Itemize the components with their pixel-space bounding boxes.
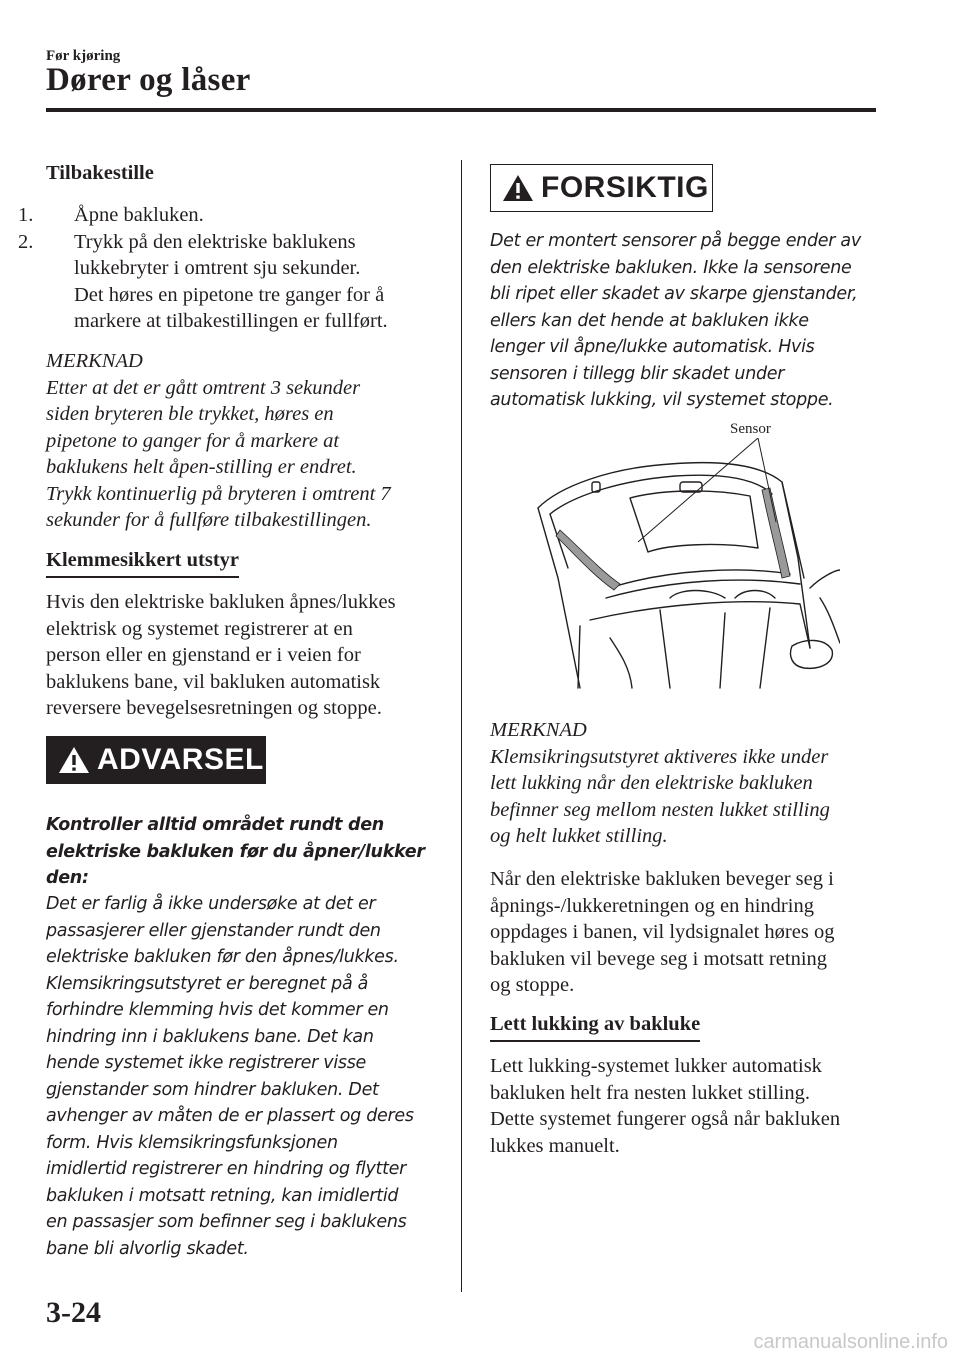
warning-triangle-icon: [501, 173, 535, 203]
note-title: MERKNAD: [490, 719, 587, 741]
warning-line: elektriske bakluken før du åpner/lukker: [46, 841, 425, 862]
paragraph-line: Hvis den elektriske bakluken åpnes/lukkes: [46, 591, 396, 613]
header-rule: [46, 108, 876, 112]
note-2: [490, 717, 890, 850]
step-text: Det høres en pipetone tre ganger for å: [74, 283, 385, 306]
caution-badge: [490, 164, 713, 212]
caution-line: den elektriske bakluken. Ikke la sensorene: [490, 257, 852, 278]
paragraph-line: Lett lukking-systemet lukker automatisk: [490, 1055, 822, 1077]
note-title: MERKNAD: [46, 350, 143, 372]
note-line: siden bryteren ble trykket, høres en: [46, 403, 334, 425]
column-divider: [461, 160, 462, 1292]
warning-line: en passasjer som befinner seg i baklukens: [46, 1212, 407, 1232]
page-number: 3-24: [46, 1296, 101, 1329]
note-line: Etter at det er gått omtrent 3 sekunder: [46, 376, 361, 399]
note-line: og helt lukket stilling.: [490, 825, 668, 847]
warning-line: avhenger av måten de er plassert og deres: [46, 1106, 414, 1126]
warning-line: Kontroller alltid området rundt den: [46, 815, 384, 835]
warning-line: hindring inn i baklukens bane. Det kan: [46, 1026, 374, 1047]
caution-label: FORSIKTIG: [541, 171, 709, 204]
paragraph-line: bakluken vil bevege seg i motsatt retning: [490, 947, 828, 970]
note-line: Klemsikringsutstyret aktiveres ikke under: [490, 745, 829, 768]
paragraph-line: Når den elektriske bakluken beveger seg i: [490, 868, 834, 890]
warning-line: bane bli alvorlig skadet.: [46, 1238, 249, 1259]
paragraph-line: reversere bevegelsesretningen og stoppe.: [46, 697, 382, 719]
warning-line: bakluken i motsatt retning, kan imidlertid: [46, 1185, 399, 1206]
warning-line: hende systemet ikke registrerer visse: [46, 1053, 367, 1073]
section-label: Før kjøring: [46, 48, 121, 64]
caution-line: ellers kan det hende at bakluken ikke: [490, 310, 809, 331]
warning-line: form. Hvis klemsikringsfunksjonen: [46, 1132, 338, 1153]
warning-text: [46, 891, 456, 1262]
caution-line: lenger vil åpne/lukke automatisk. Hvis: [490, 337, 815, 357]
caution-line: bli ripet eller skadet av skarpe gjenstander,: [490, 284, 858, 304]
step-text: lukkebryter i omtrent sju sekunder.: [74, 257, 361, 279]
paragraph-line: Dette systemet fungerer også når bakluken: [490, 1108, 841, 1130]
reset-steps: [18, 202, 446, 335]
caution-line: sensoren i tillegg blir skadet under: [490, 363, 785, 384]
warning-line: imidlertid registrerer en hindring og flytter: [46, 1159, 407, 1179]
paragraph-line: lukkes manuelt.: [490, 1134, 620, 1157]
paragraph-line: og stoppe.: [490, 974, 575, 996]
step-text: markere at tilbakestillingen er fullført.: [74, 310, 388, 332]
note-1: [46, 348, 456, 534]
warning-bold-text: [46, 812, 456, 892]
paragraph-line: baklukens bane, vil bakluken automatisk: [46, 670, 381, 693]
paragraph-line: oppdages i banen, vil lydsignalet høres og: [490, 921, 835, 943]
note-line: pipetone to ganger for å markere at: [46, 429, 340, 452]
paragraph-line: elektrisk og systemet registrerer at en: [46, 617, 353, 640]
warning-line: Klemsikringsutstyret er beregnet på å: [46, 973, 369, 994]
step-number: 1.: [18, 204, 34, 226]
paragraph-line: person eller en gjenstand er i veien for: [46, 644, 361, 666]
warning-line: gjenstander som hindrer bakluken. Det: [46, 1079, 379, 1100]
soft-close-paragraph: [490, 1053, 890, 1159]
step-item: [18, 229, 446, 335]
obstacle-paragraph: [490, 866, 890, 999]
paragraph-line: åpnings-/lukkeretningen og en hindring: [490, 894, 814, 917]
warning-line: forhindre klemming hvis det kommer en: [46, 1000, 389, 1020]
caution-line: automatisk lukking, vil systemet stoppe.: [490, 390, 834, 410]
note-line: befinner seg mellom nesten lukket stilling: [490, 798, 830, 821]
note-line: Trykk kontinuerlig på bryteren i omtrent 7: [46, 482, 391, 505]
warning-label: ADVARSEL: [97, 743, 264, 776]
soft-close-heading: Lett lukking av bakluke: [490, 1013, 700, 1042]
note-line: lett lukking når den elektriske bakluken: [490, 772, 813, 794]
chapter-title: Dører og låser: [46, 62, 251, 98]
warning-line: elektriske bakluken før den åpnes/lukkes.: [46, 947, 399, 967]
step-text: Åpne bakluken.: [74, 204, 204, 226]
caution-line: Det er montert sensorer på begge ender av: [490, 231, 861, 251]
warning-line: den:: [46, 868, 89, 888]
figure-label-sensor: Sensor: [730, 421, 771, 437]
step-text: Trykk på den elektriske baklukens: [74, 230, 356, 253]
reset-heading: Tilbakestille: [46, 162, 154, 184]
warning-triangle-icon: [57, 745, 91, 775]
tailgate-sensor-illustration: [520, 438, 840, 690]
warning-line: Det er farlig å ikke undersøke at det er: [46, 894, 376, 914]
watermark: carmanualsonline.info: [753, 1331, 948, 1353]
step-item: [18, 202, 446, 229]
warning-badge: [46, 736, 266, 784]
note-line: sekunder for å fullføre tilbakestillingen.: [46, 509, 372, 531]
pinch-paragraph: [46, 589, 456, 722]
pinch-heading: Klemmesikkert utstyr: [46, 549, 239, 578]
paragraph-line: bakluken helt fra nesten lukket stilling.: [490, 1081, 810, 1104]
warning-line: passasjerer eller gjenstander rundt den: [46, 920, 381, 941]
caution-text: [490, 228, 890, 414]
step-number: 2.: [18, 230, 34, 253]
note-line: baklukens helt åpen-stilling er endret.: [46, 456, 357, 478]
